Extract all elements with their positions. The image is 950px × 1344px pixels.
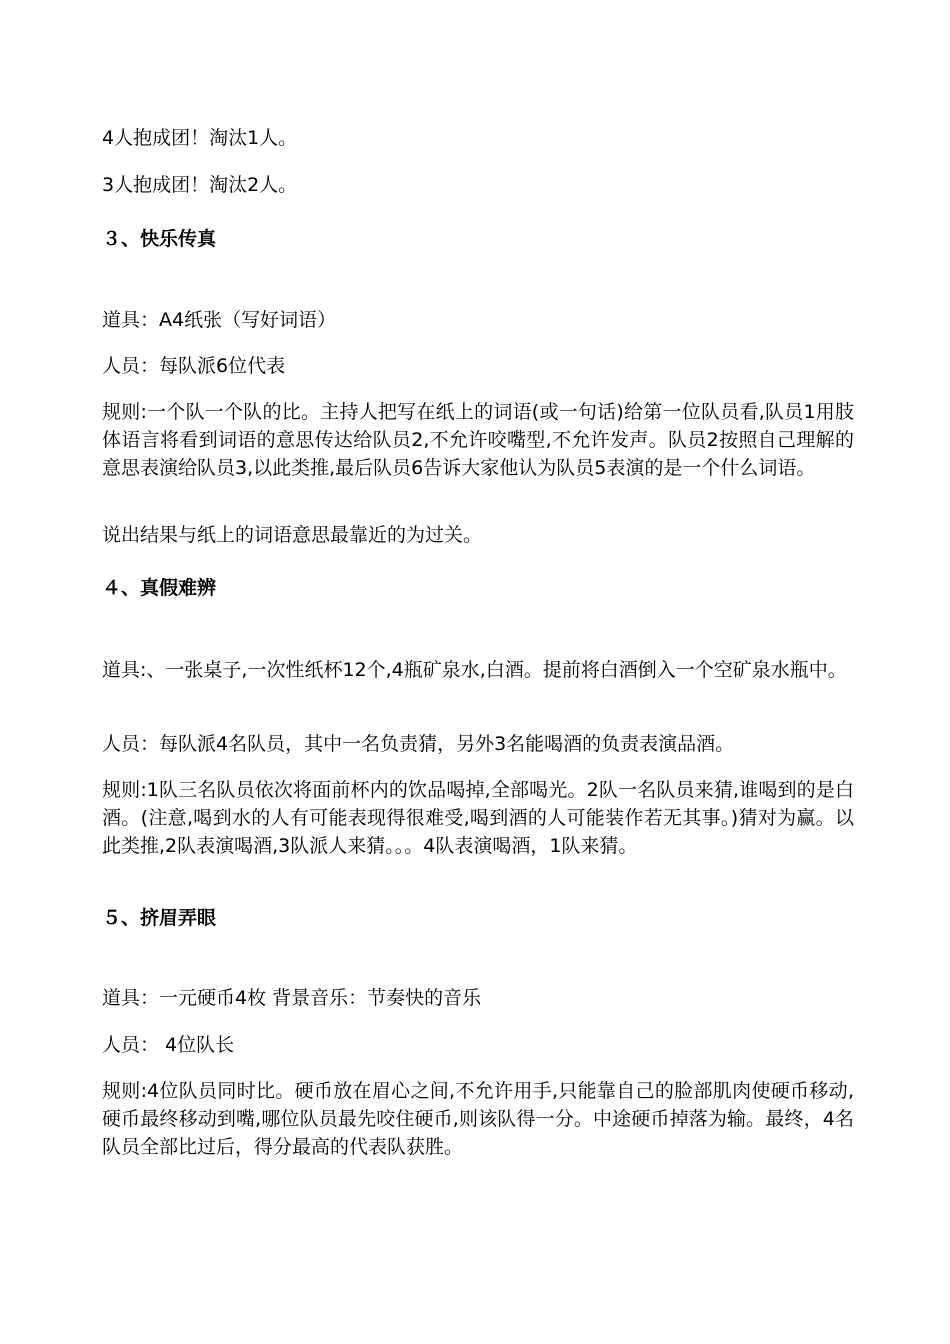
section-4-people: 人员：每队派4名队员，其中一名负责猜，另外3名能喝酒的负责表演品酒。: [102, 733, 735, 755]
section-4-heading: ４、真假难辨: [102, 577, 217, 599]
section-5-people: 人员： 4位队长: [102, 1034, 235, 1056]
section-3-people: 人员：每队派6位代表: [102, 355, 286, 377]
section-5-rules: 规则:4位队员同时比。硬币放在眉心之间,不允许用手,只能靠自己的脸部肌肉使硬币移动,硬币最终移动到嘴,哪位队员最先咬住硬币,则该队得一分。中途硬币掉落为输。最终，4名队员全部比过后，得分最高的代表队获胜。: [102, 1080, 854, 1158]
section-4-rules: 规则:1队三名队员依次将面前杯内的饮品喝掉,全部喝光。2队一名队员来猜,谁喝到的是白酒。(注意,喝到水的人有可能表现得很难受,喝到酒的人可能装作若无其事。)猜对为赢。以此类推,2队表演喝酒,3队派人来猜。。。4队表演喝酒，1队来猜。: [102, 779, 854, 857]
section-3-props: 道具：A4纸张（写好词语）: [102, 309, 337, 331]
section-3-rules: 规则:一个队一个队的比。主持人把写在纸上的词语(或一句话)给第一位队员看,队员1用肢体语言将看到词语的意思传达给队员2,不允许咬嘴型,不允许发声。队员2按照自己理解的意思表演给队员3,以此类推,最后队员6告诉大家他认为队员5表演的是一个什么词语。: [102, 401, 854, 479]
section-4-props: 道具:、一张桌子,一次性纸杯12个,4瓶矿泉水,白酒。提前将白酒倒入一个空矿泉水瓶中。: [102, 659, 847, 681]
text-line-1: 4人抱成团！淘汰1人。: [102, 127, 298, 149]
section-3-heading: ３、快乐传真: [102, 228, 217, 250]
text-line-2: 3人抱成团！淘汰2人。: [102, 174, 298, 196]
section-5-heading: ５、挤眉弄眼: [102, 907, 217, 929]
section-5-props: 道具：一元硬币4枚 背景音乐：节奏快的音乐: [102, 987, 482, 1009]
section-3-result: 说出结果与纸上的词语意思最靠近的为过关。: [102, 524, 483, 546]
